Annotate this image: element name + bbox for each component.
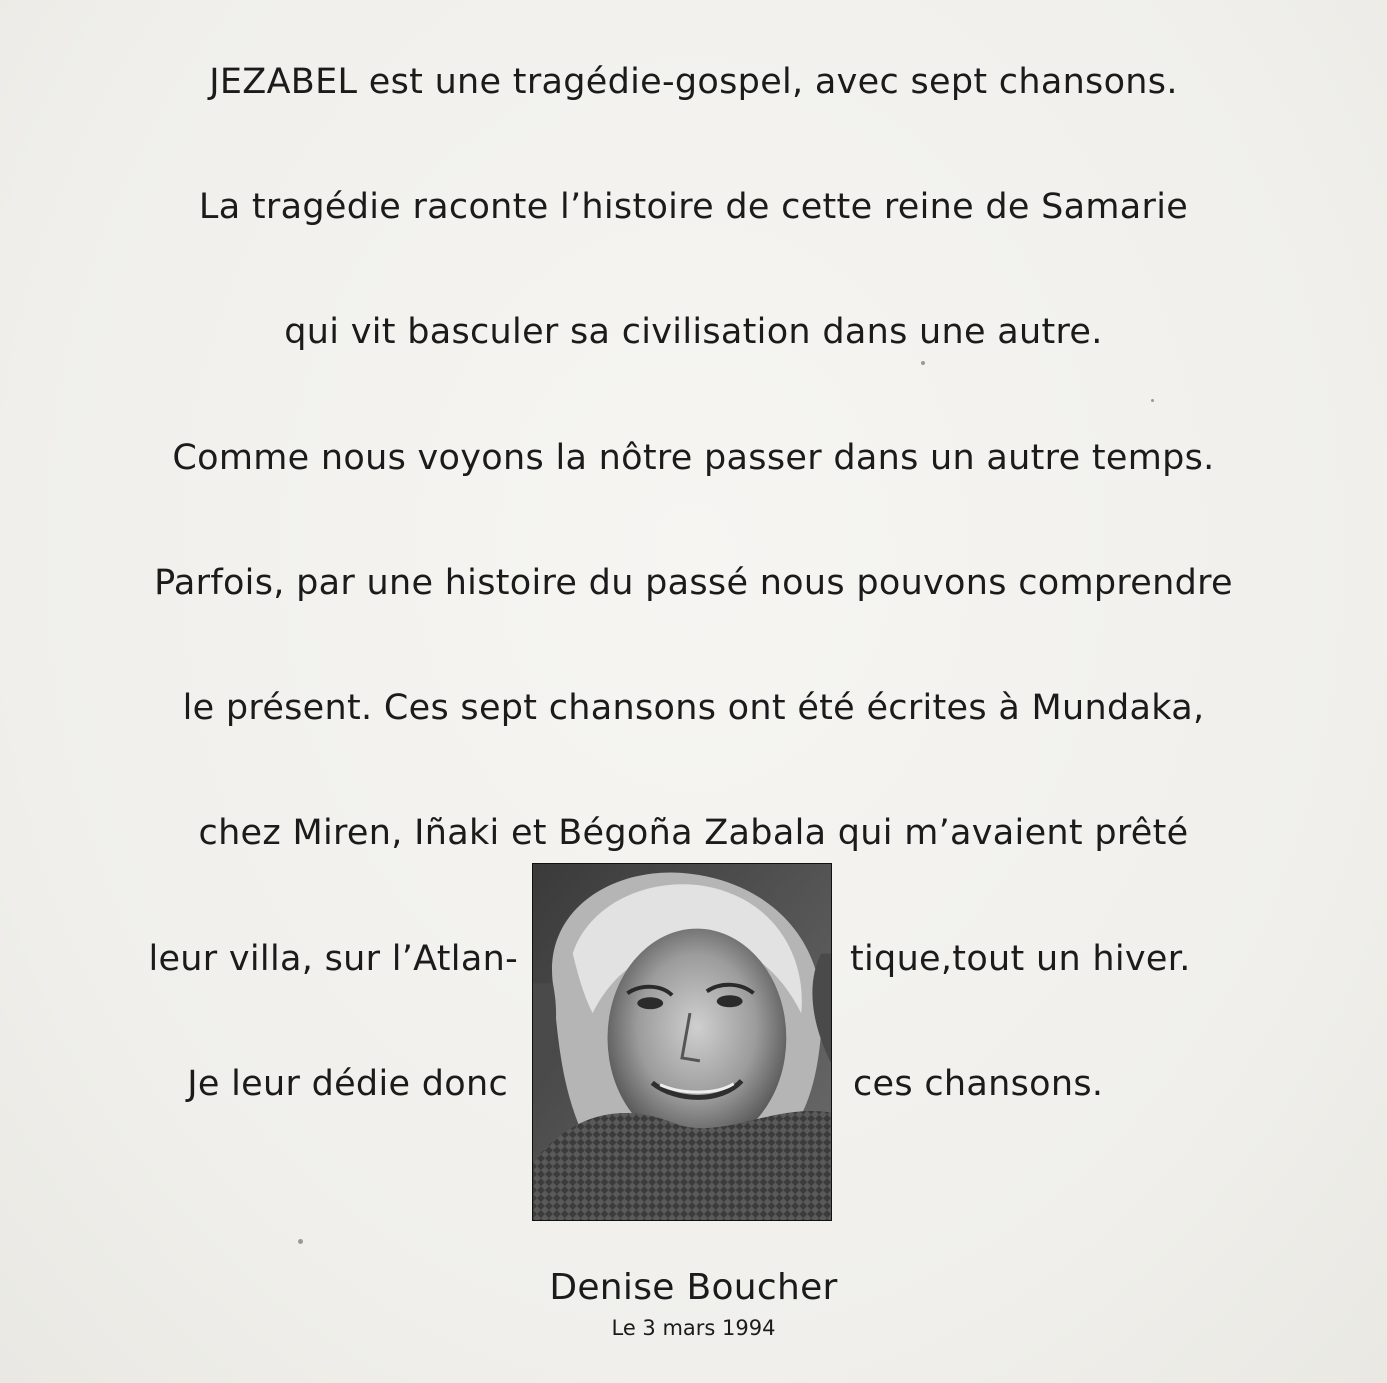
paper-speck bbox=[1151, 399, 1154, 402]
text-line-4: Comme nous voyons la nôtre passer dans un autre temps. bbox=[172, 438, 1215, 478]
text-line-8-right: tique,tout un hiver. bbox=[850, 939, 1191, 979]
text-line-2: La tragédie raconte l’histoire de cette reine de Samarie bbox=[198, 187, 1189, 227]
text-line-7: chez Miren, Iñaki et Bégoña Zabala qui m’avaient prêté bbox=[198, 813, 1189, 853]
text-line-3: qui vit basculer sa civilisation dans une autre. bbox=[284, 312, 1103, 352]
paper-speck bbox=[298, 1239, 303, 1244]
text-line-6: le présent. Ces sept chansons ont été écrites à Mundaka, bbox=[182, 688, 1205, 728]
author-portrait-photo bbox=[532, 863, 832, 1221]
text-line-9-left: Je leur dédie donc bbox=[187, 1064, 508, 1104]
text-line-5: Parfois, par une histoire du passé nous pouvons comprendre bbox=[154, 563, 1233, 603]
paper-speck bbox=[921, 361, 925, 365]
signature-date: Le 3 mars 1994 bbox=[611, 1316, 776, 1340]
text-line-8-left: leur villa, sur l’Atlan- bbox=[148, 939, 518, 979]
portrait-image bbox=[533, 864, 831, 1220]
author-name: Denise Boucher bbox=[549, 1267, 838, 1308]
text-line-1: JEZABEL est une tragédie-gospel, avec sept chansons. bbox=[209, 62, 1178, 102]
text-line-9-right: ces chansons. bbox=[853, 1064, 1104, 1104]
